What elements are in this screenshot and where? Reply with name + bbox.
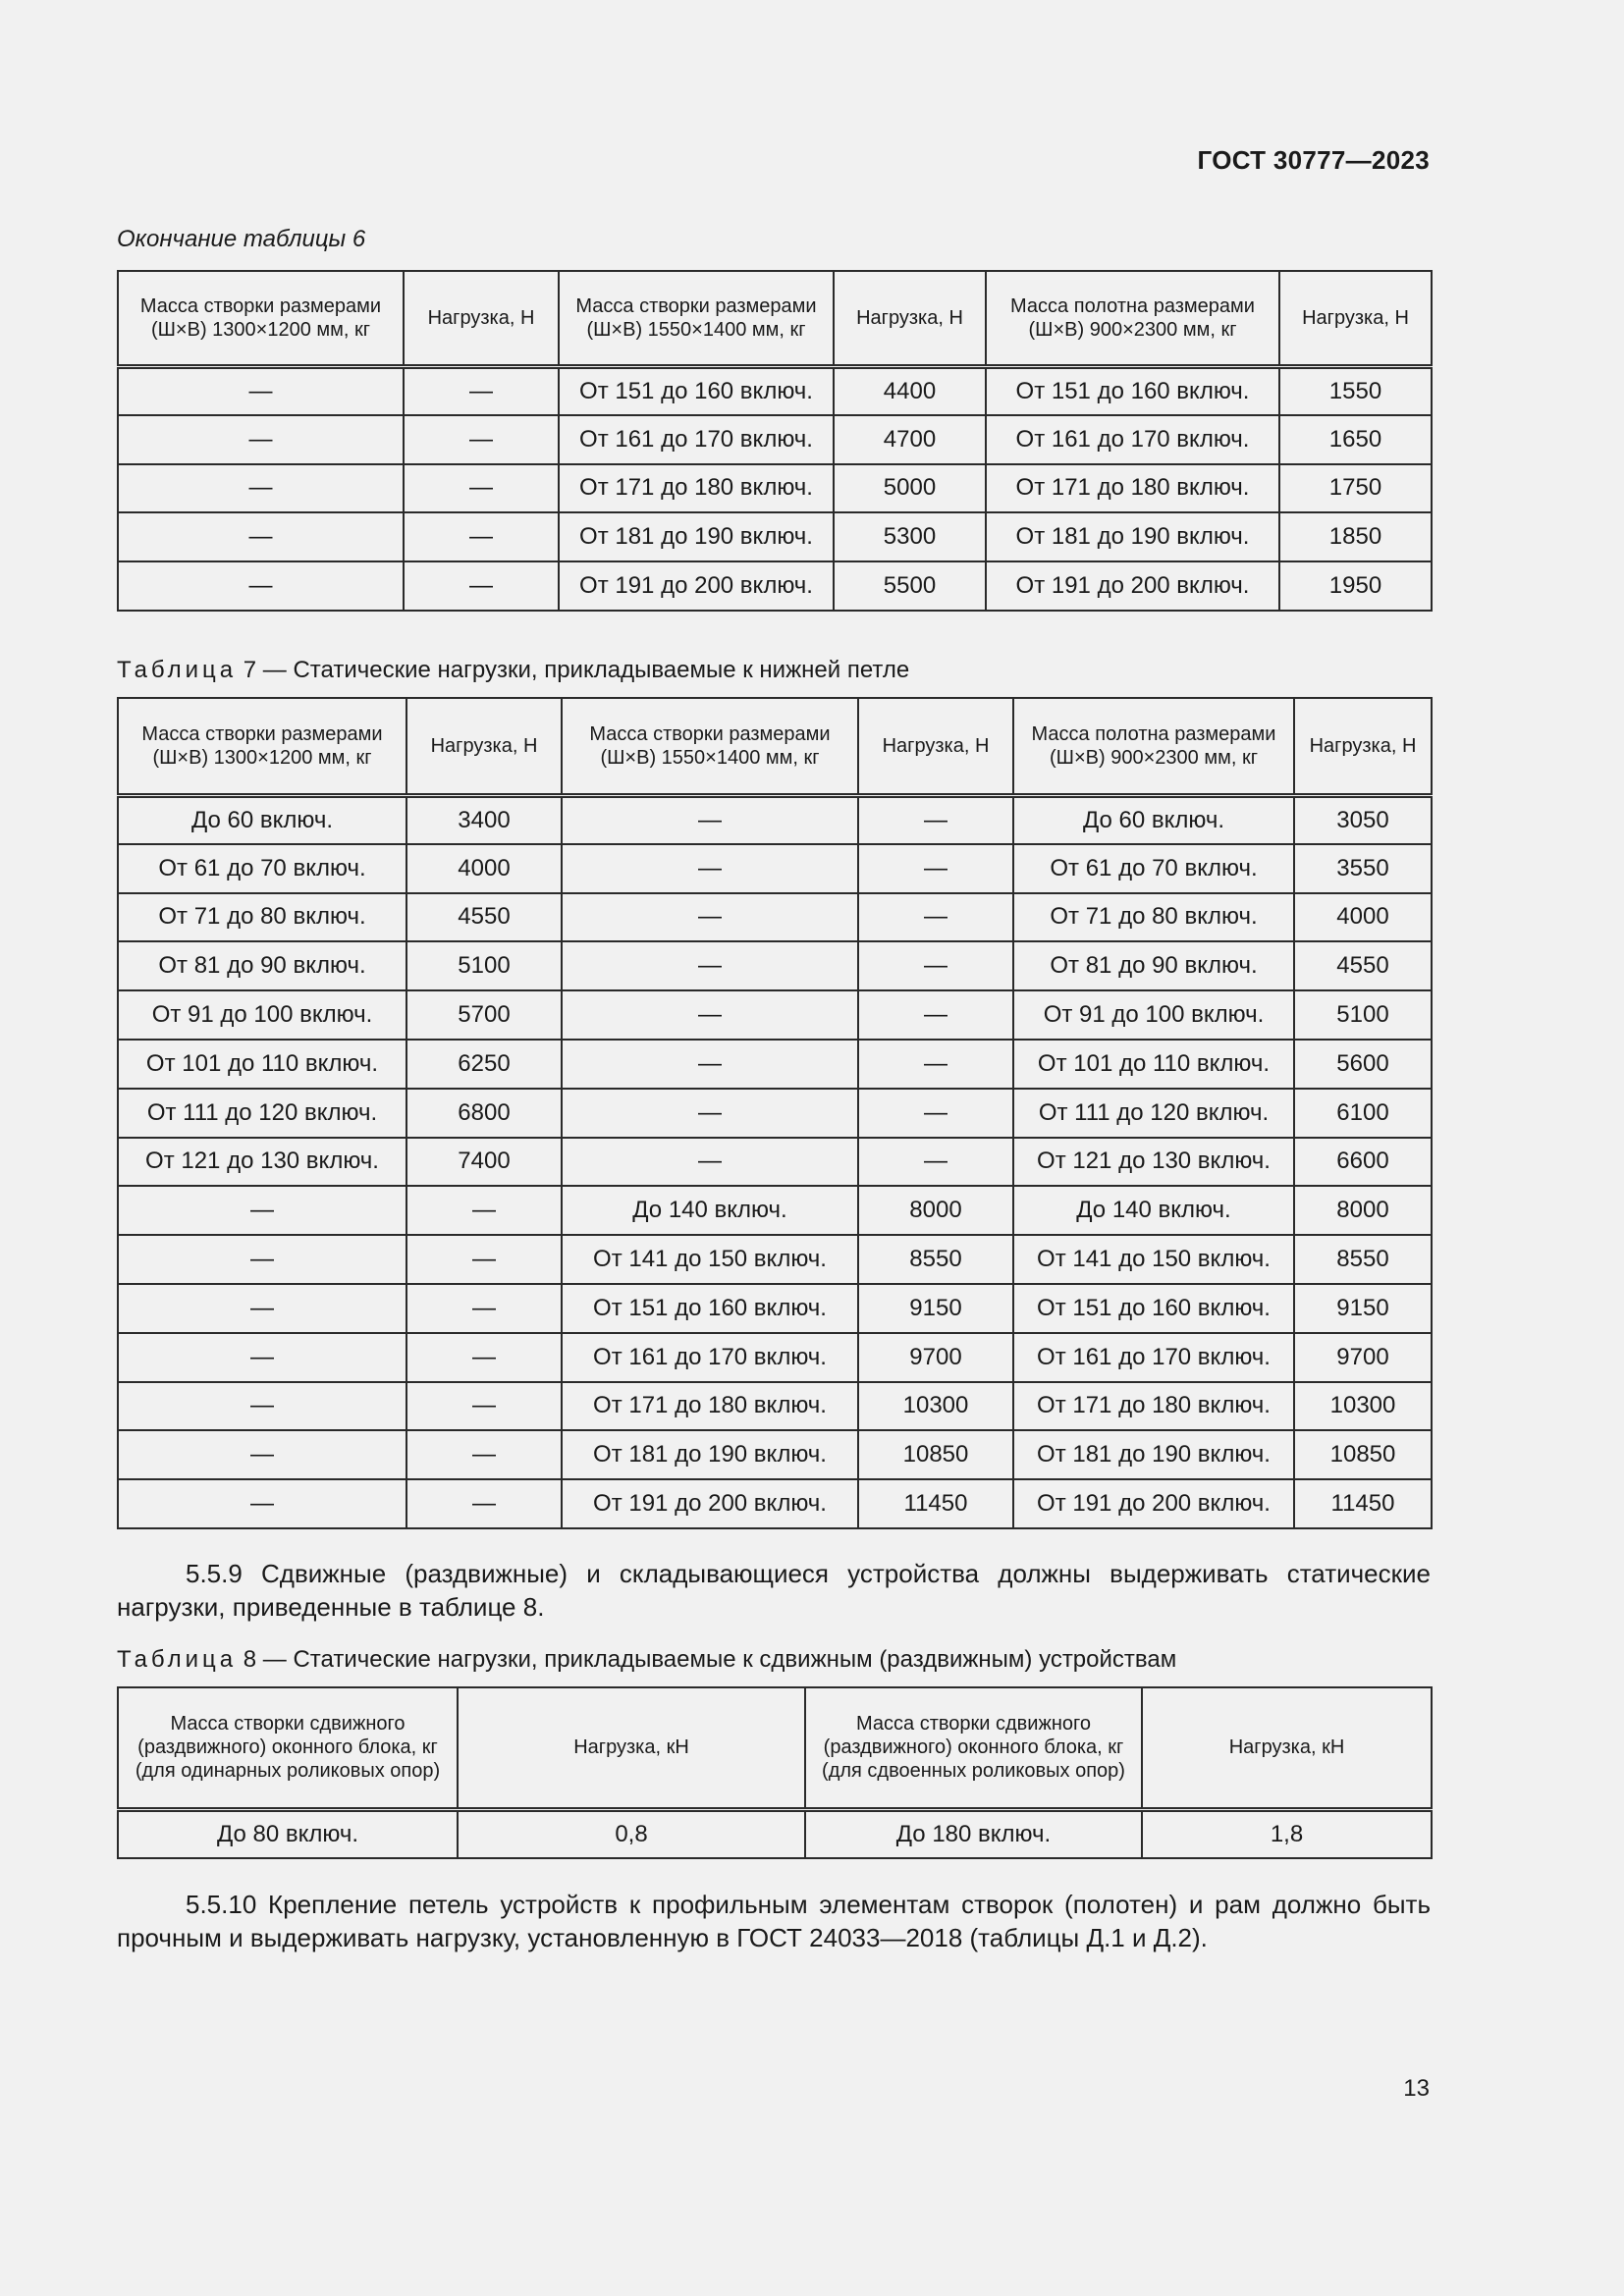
paragraph-5-5-9: 5.5.9 Сдвижные (раздвижные) и складывающиеся устройства должны выдерживать статические нагрузки, приведенные в таблице 8. bbox=[117, 1559, 1431, 1622]
table8-row bbox=[118, 1809, 1432, 1858]
table7-cell: — bbox=[562, 1089, 858, 1138]
table7-row bbox=[118, 1479, 1432, 1528]
table7-cell: 6100 bbox=[1294, 1089, 1432, 1138]
table7-header-cell: Нагрузка, Н bbox=[858, 698, 1013, 795]
table7-cell: 4550 bbox=[1294, 941, 1432, 990]
table7-cell: 5700 bbox=[406, 990, 562, 1040]
table7-cell: 10850 bbox=[1294, 1430, 1432, 1479]
table7-cell: 5100 bbox=[1294, 990, 1432, 1040]
table6-cell: — bbox=[118, 415, 404, 464]
table6-cell: От 181 до 190 включ. bbox=[559, 512, 834, 561]
table7-cell: — bbox=[858, 893, 1013, 942]
table6-cell: 5300 bbox=[834, 512, 986, 561]
table7-cell: — bbox=[406, 1333, 562, 1382]
table6-cell: 1850 bbox=[1279, 512, 1432, 561]
table7-cell: От 141 до 150 включ. bbox=[562, 1235, 858, 1284]
table7-row bbox=[118, 1284, 1432, 1333]
table6-cell: — bbox=[404, 415, 559, 464]
table6 bbox=[117, 270, 1433, 612]
table8-cell: До 80 включ. bbox=[118, 1809, 458, 1858]
table6-header-row bbox=[118, 271, 1432, 366]
table7-row bbox=[118, 1235, 1432, 1284]
table7-cell: 10850 bbox=[858, 1430, 1013, 1479]
table8-header-cell: Масса створки сдвижного (раздвижного) оконного блока, кг (для сдвоенных роликовых опор) bbox=[805, 1687, 1142, 1809]
table7-cell: От 171 до 180 включ. bbox=[562, 1382, 858, 1431]
table7-cell: 5100 bbox=[406, 941, 562, 990]
table7-header-cell: Нагрузка, Н bbox=[1294, 698, 1432, 795]
table8-cell: До 180 включ. bbox=[805, 1809, 1142, 1858]
table7-row bbox=[118, 1138, 1432, 1187]
table7-cell: 3400 bbox=[406, 795, 562, 844]
table6-caption: Окончание таблицы 6 bbox=[117, 226, 366, 252]
table7-header-cell: Масса створки размерами (Ш×В) 1300×1200 мм, кг bbox=[118, 698, 406, 795]
table6-cell: — bbox=[404, 512, 559, 561]
table7-cell: От 91 до 100 включ. bbox=[118, 990, 406, 1040]
table7-cell: 4000 bbox=[406, 844, 562, 893]
table8-cell: 0,8 bbox=[458, 1809, 805, 1858]
table6-row bbox=[118, 561, 1432, 611]
table8-header-cell: Нагрузка, кН bbox=[458, 1687, 805, 1809]
table6-cell: — bbox=[118, 366, 404, 415]
table7-cell: От 161 до 170 включ. bbox=[1013, 1333, 1294, 1382]
table7-cell: 6600 bbox=[1294, 1138, 1432, 1187]
table7-cell: До 60 включ. bbox=[118, 795, 406, 844]
table6-cell: От 161 до 170 включ. bbox=[559, 415, 834, 464]
table7-cell: — bbox=[858, 844, 1013, 893]
table7-cell: От 141 до 150 включ. bbox=[1013, 1235, 1294, 1284]
table7-cell: — bbox=[858, 990, 1013, 1040]
table6-header-cell: Масса створки размерами (Ш×В) 1550×1400 мм, кг bbox=[559, 271, 834, 366]
table6-cell: 1650 bbox=[1279, 415, 1432, 464]
table6-row bbox=[118, 464, 1432, 513]
table7-cell: — bbox=[118, 1235, 406, 1284]
table7-cell: — bbox=[118, 1333, 406, 1382]
table7-row bbox=[118, 795, 1432, 844]
table7-cell: 8000 bbox=[1294, 1186, 1432, 1235]
table7-row bbox=[118, 1333, 1432, 1382]
table7-cell: — bbox=[562, 1138, 858, 1187]
table7-cell: 9700 bbox=[1294, 1333, 1432, 1382]
table7-row bbox=[118, 1089, 1432, 1138]
table7-cell: От 71 до 80 включ. bbox=[118, 893, 406, 942]
table7-caption bbox=[117, 657, 909, 684]
table6-header-cell: Масса створки размерами (Ш×В) 1300×1200 мм, кг bbox=[118, 271, 404, 366]
table6-cell: 1750 bbox=[1279, 464, 1432, 513]
table6-cell: От 151 до 160 включ. bbox=[559, 366, 834, 415]
table8-header-cell: Масса створки сдвижного (раздвижного) оконного блока, кг (для одинарных роликовых опор) bbox=[118, 1687, 458, 1809]
table7-cell: От 81 до 90 включ. bbox=[118, 941, 406, 990]
table8-caption bbox=[117, 1646, 1176, 1674]
table7-row bbox=[118, 1430, 1432, 1479]
table7-header-cell: Масса полотна размерами (Ш×В) 900×2300 мм, кг bbox=[1013, 698, 1294, 795]
table7-cell: — bbox=[858, 1040, 1013, 1089]
table6-cell: — bbox=[118, 561, 404, 611]
table6-header-cell: Масса полотна размерами (Ш×В) 900×2300 мм, кг bbox=[986, 271, 1279, 366]
table7-cell: 8000 bbox=[858, 1186, 1013, 1235]
table7-cell: — bbox=[858, 941, 1013, 990]
table8-header-row bbox=[118, 1687, 1432, 1809]
table7-cell: 8550 bbox=[1294, 1235, 1432, 1284]
table7-cell: От 71 до 80 включ. bbox=[1013, 893, 1294, 942]
table7-cell: От 151 до 160 включ. bbox=[562, 1284, 858, 1333]
table7-cell: — bbox=[858, 795, 1013, 844]
table7-row bbox=[118, 844, 1432, 893]
table8 bbox=[117, 1686, 1433, 1859]
table6-cell: От 181 до 190 включ. bbox=[986, 512, 1279, 561]
table7-row bbox=[118, 990, 1432, 1040]
table7-cell: 5600 bbox=[1294, 1040, 1432, 1089]
table6-row bbox=[118, 366, 1432, 415]
table7-cell: 4000 bbox=[1294, 893, 1432, 942]
page-number: 13 bbox=[1403, 2075, 1430, 2102]
table7-cell: — bbox=[406, 1382, 562, 1431]
table6-cell: От 191 до 200 включ. bbox=[559, 561, 834, 611]
table8-cell: 1,8 bbox=[1142, 1809, 1432, 1858]
table7-body bbox=[118, 795, 1432, 1528]
table6-cell: 5500 bbox=[834, 561, 986, 611]
table7-cell: 3550 bbox=[1294, 844, 1432, 893]
table7-cell: От 121 до 130 включ. bbox=[118, 1138, 406, 1187]
table7-cell: От 61 до 70 включ. bbox=[118, 844, 406, 893]
table7-row bbox=[118, 1186, 1432, 1235]
table7 bbox=[117, 697, 1433, 1529]
table7-cell: — bbox=[858, 1089, 1013, 1138]
table7-cell: — bbox=[118, 1284, 406, 1333]
table7-cell: До 140 включ. bbox=[1013, 1186, 1294, 1235]
table7-cell: От 171 до 180 включ. bbox=[1013, 1382, 1294, 1431]
table6-row bbox=[118, 415, 1432, 464]
table7-row bbox=[118, 1040, 1432, 1089]
table6-cell: — bbox=[404, 366, 559, 415]
table6-cell: 1950 bbox=[1279, 561, 1432, 611]
table7-cell: — bbox=[562, 1040, 858, 1089]
table7-cell: — bbox=[118, 1186, 406, 1235]
table6-header-cell: Нагрузка, Н bbox=[1279, 271, 1432, 366]
table6-cell: От 171 до 180 включ. bbox=[559, 464, 834, 513]
table7-cell: От 181 до 190 включ. bbox=[562, 1430, 858, 1479]
table7-cell: — bbox=[118, 1479, 406, 1528]
table7-cell: 11450 bbox=[858, 1479, 1013, 1528]
table8-header-cell: Нагрузка, кН bbox=[1142, 1687, 1432, 1809]
table7-cell: От 191 до 200 включ. bbox=[562, 1479, 858, 1528]
table7-row bbox=[118, 893, 1432, 942]
table7-cell: — bbox=[562, 795, 858, 844]
table7-cell: 4550 bbox=[406, 893, 562, 942]
document-id: ГОСТ 30777—2023 bbox=[1197, 145, 1430, 175]
table6-row bbox=[118, 512, 1432, 561]
table7-cell: До 60 включ. bbox=[1013, 795, 1294, 844]
table7-cell: 8550 bbox=[858, 1235, 1013, 1284]
table6-cell: — bbox=[404, 464, 559, 513]
table7-cell: От 161 до 170 включ. bbox=[562, 1333, 858, 1382]
table6-cell: От 171 до 180 включ. bbox=[986, 464, 1279, 513]
table6-cell: От 161 до 170 включ. bbox=[986, 415, 1279, 464]
table7-cell: — bbox=[406, 1430, 562, 1479]
table6-cell: — bbox=[404, 561, 559, 611]
table8-caption-label: Таблица bbox=[117, 1646, 238, 1673]
table7-cell: От 191 до 200 включ. bbox=[1013, 1479, 1294, 1528]
table7-cell: От 101 до 110 включ. bbox=[118, 1040, 406, 1089]
table7-cell: 11450 bbox=[1294, 1479, 1432, 1528]
table7-cell: 3050 bbox=[1294, 795, 1432, 844]
table7-cell: 9150 bbox=[1294, 1284, 1432, 1333]
table7-cell: — bbox=[562, 941, 858, 990]
table7-cell: — bbox=[858, 1138, 1013, 1187]
table6-cell: — bbox=[118, 512, 404, 561]
table6-header-cell: Нагрузка, Н bbox=[834, 271, 986, 366]
table7-cell: — bbox=[118, 1430, 406, 1479]
table6-cell: 5000 bbox=[834, 464, 986, 513]
table7-cell: От 101 до 110 включ. bbox=[1013, 1040, 1294, 1089]
table7-cell: — bbox=[562, 990, 858, 1040]
table7-cell: — bbox=[406, 1235, 562, 1284]
table8-body bbox=[118, 1809, 1432, 1858]
table7-cell: От 81 до 90 включ. bbox=[1013, 941, 1294, 990]
table7-cell: — bbox=[562, 844, 858, 893]
table6-cell: 4700 bbox=[834, 415, 986, 464]
table7-cell: 10300 bbox=[858, 1382, 1013, 1431]
table7-cell: — bbox=[406, 1479, 562, 1528]
table7-cell: 6800 bbox=[406, 1089, 562, 1138]
table7-cell: 7400 bbox=[406, 1138, 562, 1187]
table7-cell: От 151 до 160 включ. bbox=[1013, 1284, 1294, 1333]
table7-cell: От 61 до 70 включ. bbox=[1013, 844, 1294, 893]
table7-header-cell: Нагрузка, Н bbox=[406, 698, 562, 795]
table7-cell: 9150 bbox=[858, 1284, 1013, 1333]
table7-cell: 10300 bbox=[1294, 1382, 1432, 1431]
table6-cell: 4400 bbox=[834, 366, 986, 415]
table7-caption-label: Таблица bbox=[117, 657, 238, 683]
table6-body bbox=[118, 366, 1432, 611]
table7-cell: От 111 до 120 включ. bbox=[118, 1089, 406, 1138]
table6-cell: От 151 до 160 включ. bbox=[986, 366, 1279, 415]
table7-cell: 6250 bbox=[406, 1040, 562, 1089]
table8-caption-text: 8 — Статические нагрузки, прикладываемые к сдвижным (раздвижным) устройствам bbox=[243, 1646, 1177, 1673]
table7-row bbox=[118, 941, 1432, 990]
table7-cell: — bbox=[118, 1382, 406, 1431]
table7-cell: От 91 до 100 включ. bbox=[1013, 990, 1294, 1040]
table7-header-cell: Масса створки размерами (Ш×В) 1550×1400 мм, кг bbox=[562, 698, 858, 795]
table7-header-row bbox=[118, 698, 1432, 795]
table6-cell: 1550 bbox=[1279, 366, 1432, 415]
table7-cell: От 121 до 130 включ. bbox=[1013, 1138, 1294, 1187]
table7-cell: От 111 до 120 включ. bbox=[1013, 1089, 1294, 1138]
table7-cell: — bbox=[406, 1284, 562, 1333]
table6-header-cell: Нагрузка, Н bbox=[404, 271, 559, 366]
table7-caption-text: 7 — Статические нагрузки, прикладываемые к нижней петле bbox=[243, 657, 910, 683]
table6-cell: От 191 до 200 включ. bbox=[986, 561, 1279, 611]
table6-cell: — bbox=[118, 464, 404, 513]
table7-cell: До 140 включ. bbox=[562, 1186, 858, 1235]
table7-cell: 9700 bbox=[858, 1333, 1013, 1382]
paragraph-5-5-10: 5.5.10 Крепление петель устройств к профильным элементам створок (полотен) и рам должно быть прочным и выдерживать нагрузку, установленную в ГОСТ 24033—2018 (таблицы Д.1 и Д.2). bbox=[117, 1890, 1431, 1952]
table7-row bbox=[118, 1382, 1432, 1431]
table7-cell: — bbox=[562, 893, 858, 942]
table7-cell: От 181 до 190 включ. bbox=[1013, 1430, 1294, 1479]
table7-cell: — bbox=[406, 1186, 562, 1235]
